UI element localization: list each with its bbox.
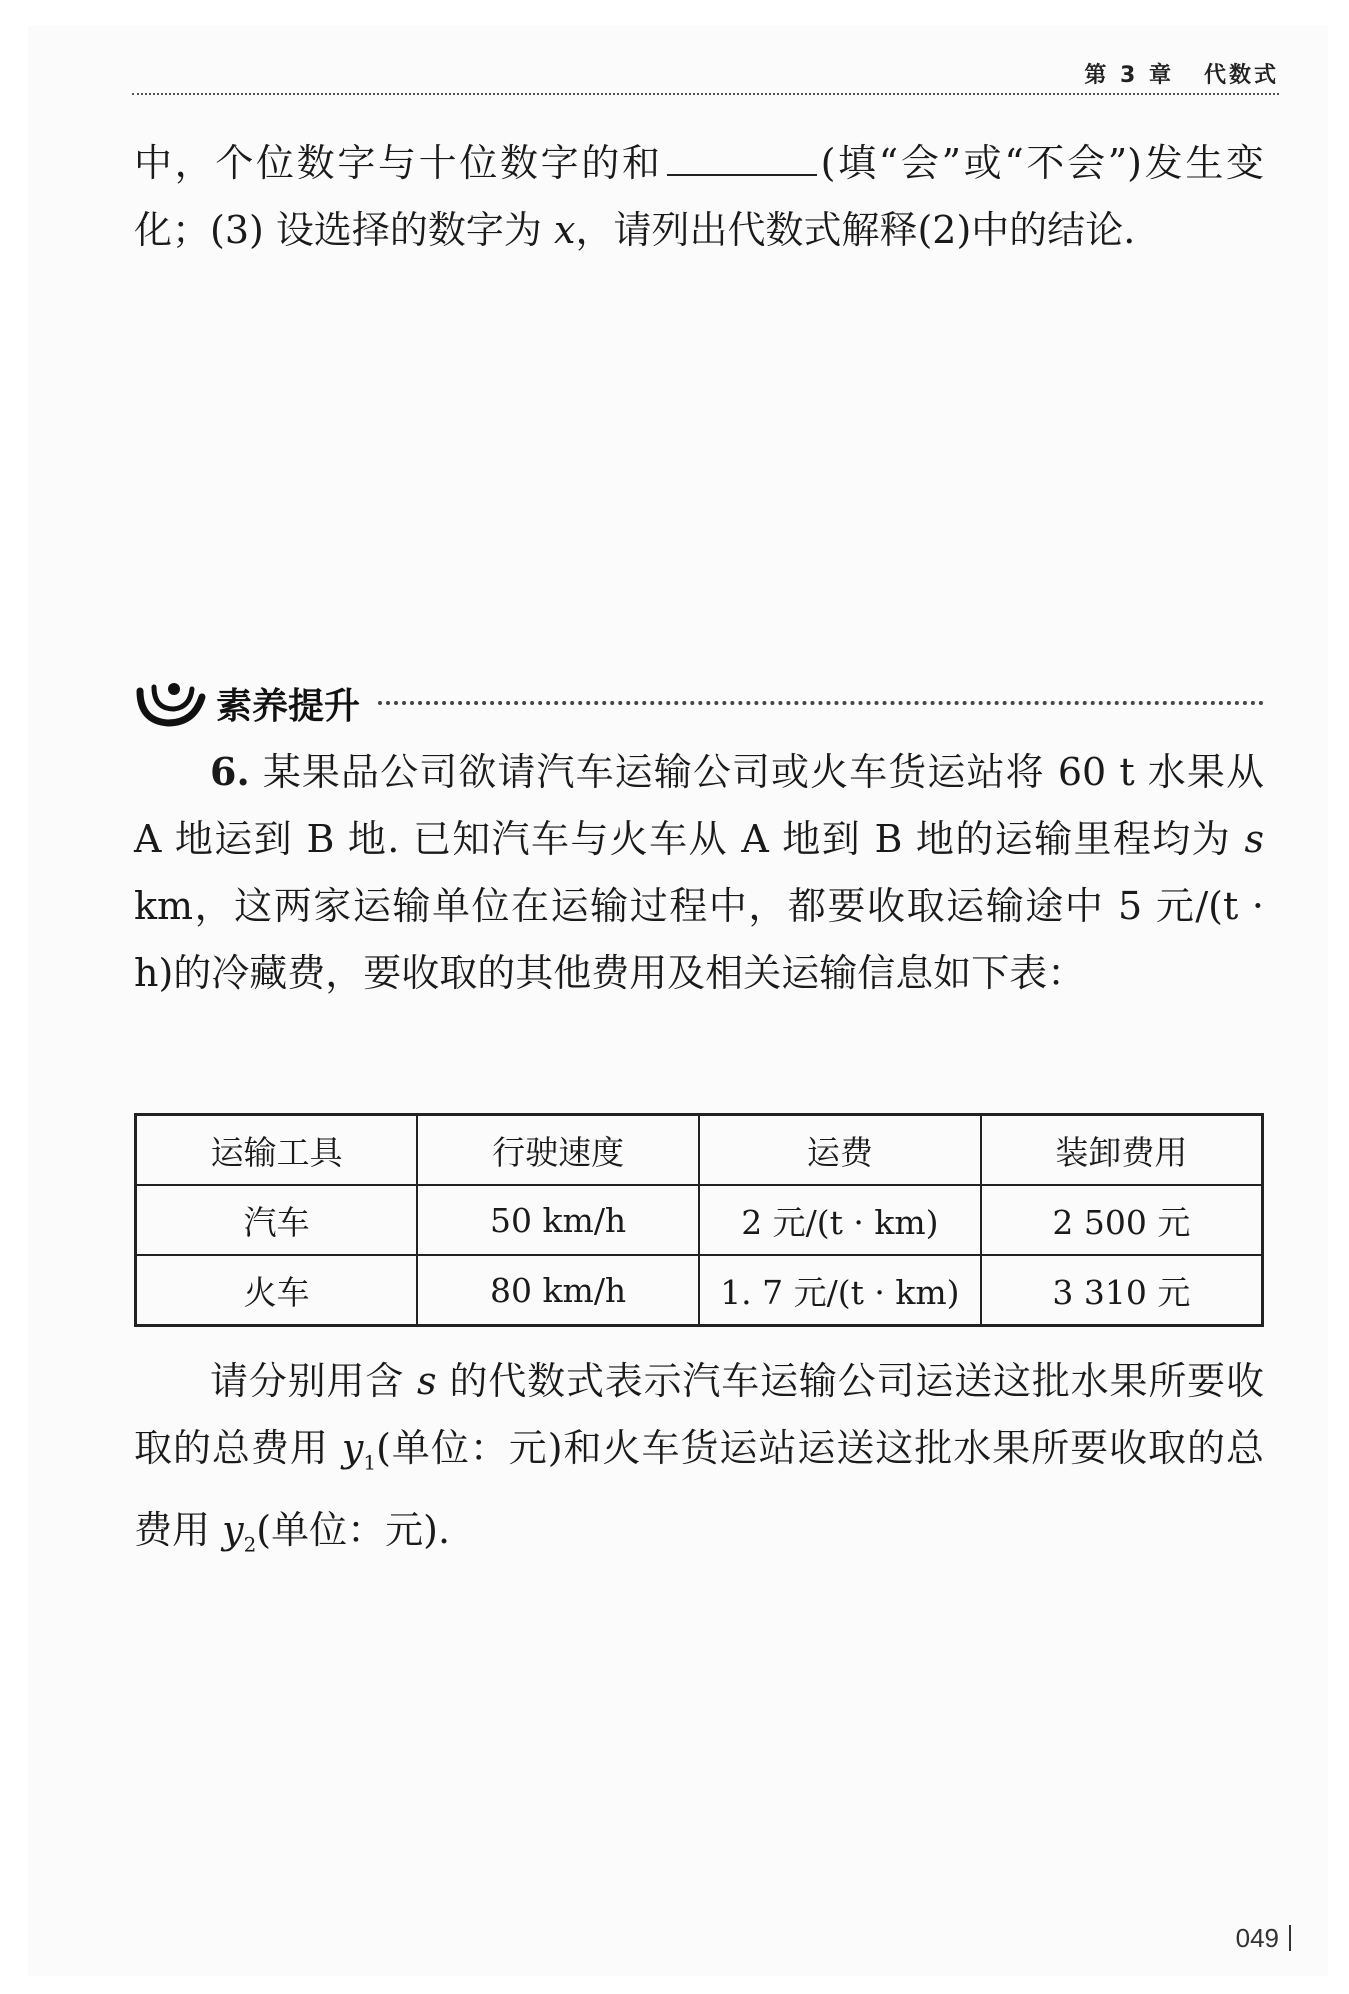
problem-text-a: 某果品公司欲请汽车运输公司或火车货运站将 60 t 水果从 A 地运到 B 地. 已知汽车与火车从 A 地到 B 地的运输里程均为	[134, 750, 1264, 861]
variable-y2: y	[222, 1507, 244, 1552]
table-cell: 2 元/(t · km)	[699, 1185, 981, 1255]
question-text-3: (单位：元)和火车货运站运送这批水果所要收取的总费用	[134, 1426, 1264, 1552]
chapter-number: 第 3 章	[1084, 63, 1174, 88]
variable-y1: y	[341, 1426, 364, 1470]
table-cell: 3 310 元	[981, 1255, 1263, 1326]
transport-table	[134, 1113, 1264, 1327]
problem-text-b: km，这两家运输单位在运输过程中，都要收取运输途中 5 元/(t · h)的冷藏费，要收取的其他费用及相关运输信息如下表：	[134, 884, 1264, 995]
question-text-4: (单位：元).	[256, 1507, 451, 1552]
subquestion-3	[134, 197, 1264, 264]
problem-6	[134, 738, 1264, 1007]
table-header-row	[136, 1115, 1263, 1186]
fill-in-blank	[667, 144, 817, 176]
section-dotted-rule	[378, 701, 1264, 705]
table-header-cell: 装卸费用	[981, 1115, 1263, 1186]
section-heading	[134, 675, 1264, 731]
table-header-cell: 行驶速度	[417, 1115, 699, 1186]
table-cell: 80 km/h	[417, 1255, 699, 1326]
line1-after: (填“会”或“不会”)发生变化；	[134, 141, 1264, 252]
table-cell: 50 km/h	[417, 1185, 699, 1255]
line1-before: 中，个位数字与十位数字的和	[134, 141, 663, 185]
table-cell: 1. 7 元/(t · km)	[699, 1255, 981, 1326]
table-header-cell: 运输工具	[136, 1115, 418, 1186]
section-title: 素养提升	[216, 685, 361, 727]
subscript-2: 2	[243, 1532, 257, 1557]
table-cell: 火车	[136, 1255, 418, 1326]
question-text-1: 请分别用含	[210, 1359, 418, 1403]
variable-s: s	[417, 1359, 437, 1403]
table-row	[136, 1185, 1263, 1255]
running-header	[1084, 58, 1279, 89]
variable-s: s	[1244, 817, 1264, 861]
line2-before: (3) 设选择的数字为	[210, 208, 554, 252]
table-header-cell: 运费	[699, 1115, 981, 1186]
chapter-title: 代数式	[1203, 63, 1279, 88]
section-logo-icon	[134, 677, 208, 729]
subscript-1: 1	[363, 1450, 377, 1475]
table-cell: 2 500 元	[981, 1185, 1263, 1255]
variable-x: x	[554, 208, 576, 252]
header-divider	[132, 93, 1279, 95]
line2-after: ，请列出代数式解释(2)中的结论.	[575, 208, 1136, 252]
problem-number: 6.	[210, 749, 250, 794]
problem-question	[134, 1348, 1264, 1578]
page-number: 049	[1236, 1925, 1291, 1951]
table-cell: 汽车	[136, 1185, 418, 1255]
table-row	[136, 1255, 1263, 1326]
question-text-2: 的代数式表示汽车运输公司运送这批水果所要收取的总费用	[134, 1359, 1264, 1470]
